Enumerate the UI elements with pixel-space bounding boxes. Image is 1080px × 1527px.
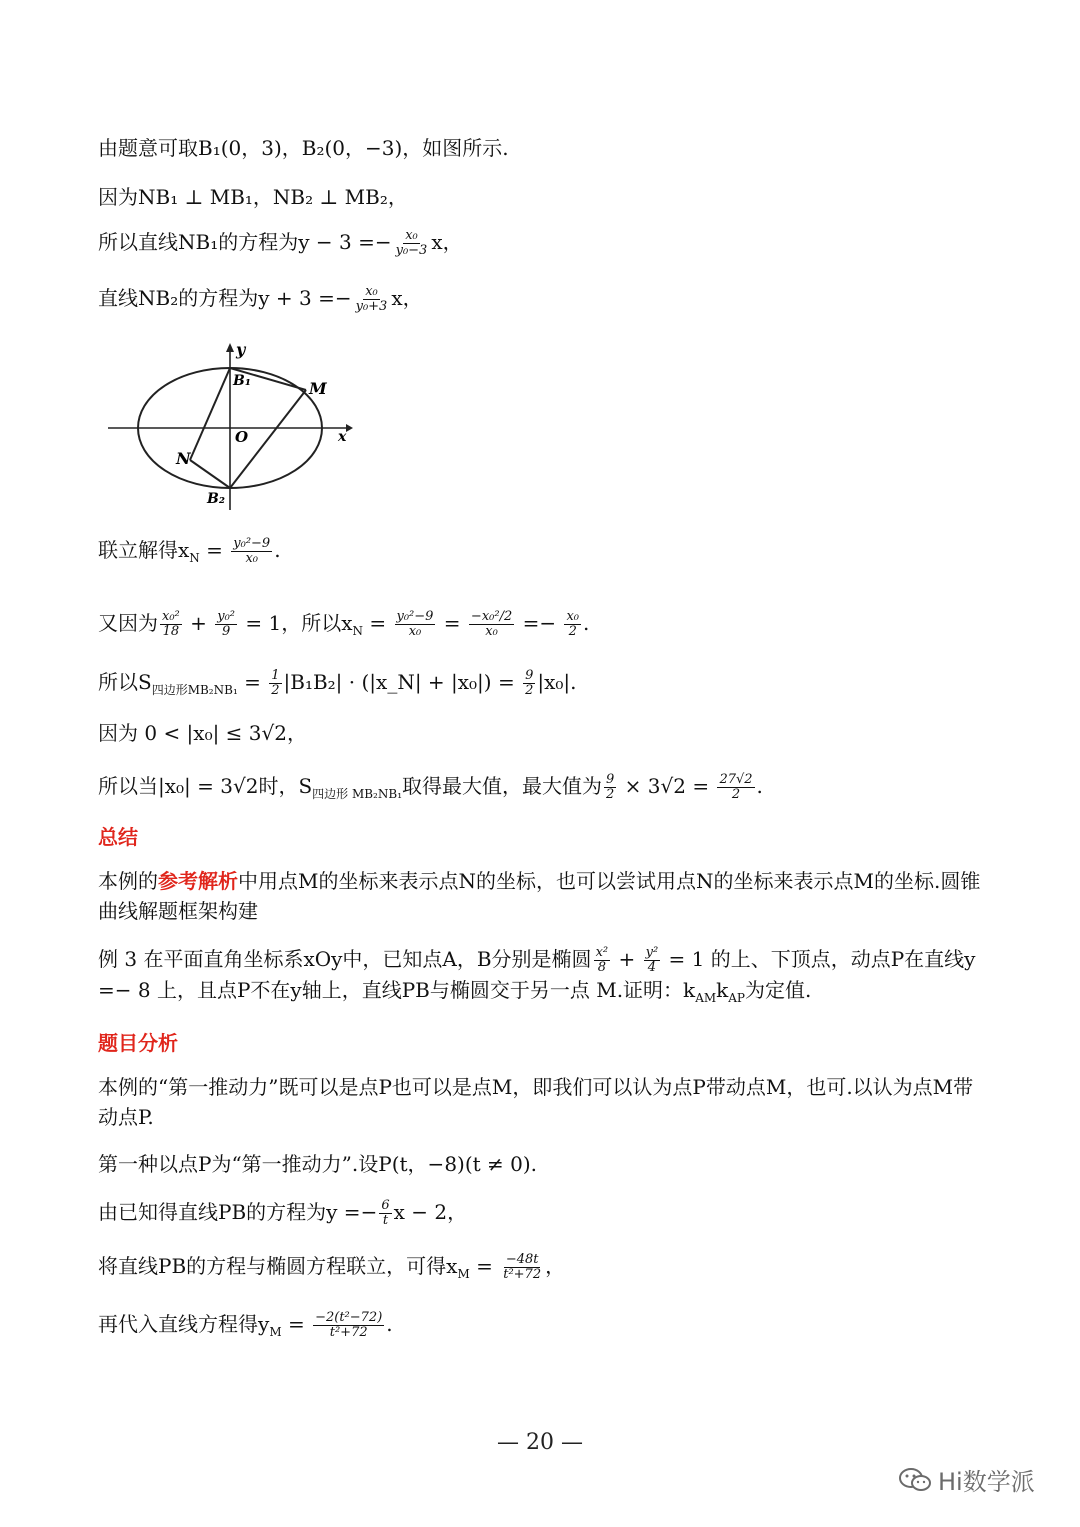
label-n: N xyxy=(176,449,191,468)
text-line-b-points xyxy=(98,134,509,162)
text-line-pb-equation xyxy=(98,1198,467,1228)
fraction xyxy=(354,285,390,314)
text: . xyxy=(386,1312,393,1336)
denominator: 2 xyxy=(606,787,615,802)
text: 所以当|x₀| = 3√2时，S xyxy=(98,774,313,798)
denominator: 8 xyxy=(597,960,606,975)
subscript: AM xyxy=(695,991,717,1005)
denominator: t²+72 xyxy=(503,1267,542,1282)
fraction xyxy=(717,773,754,802)
label-o: O xyxy=(235,428,249,446)
numerator: x₀ xyxy=(566,609,580,624)
denominator: y₀+3 xyxy=(355,299,388,314)
label-b1: B₁ xyxy=(233,373,251,389)
text: 本例的“第一推动力”既可以是点P也可以是点M，即我们可以认为点P带动点M，也可.以认为点M带动点P. xyxy=(98,1075,974,1129)
fraction xyxy=(395,610,436,639)
subscript: N xyxy=(352,624,364,638)
text: 中用点M的坐标来表示点N的坐标，也可以尝试用点N的坐标来表示点M的坐标.圆锥曲线解题框架构建 xyxy=(98,869,981,923)
text: + xyxy=(612,947,642,971)
text: x − 2， xyxy=(393,1200,468,1224)
denominator: 2 xyxy=(731,787,741,802)
text-line-xn-solution xyxy=(98,536,281,572)
page-number: — 20 — xyxy=(497,1430,583,1455)
denominator: 2 xyxy=(525,683,534,698)
numerator: y₀²−9 xyxy=(233,536,271,551)
segment-b1-n xyxy=(190,368,230,460)
label-m: M xyxy=(309,379,327,398)
text: 联立解得x xyxy=(98,538,190,562)
text-line-ellipse-substitution xyxy=(98,609,589,645)
fraction xyxy=(160,610,182,639)
text-line-nb2-equation xyxy=(98,284,423,314)
watermark-text: Hi数学派 xyxy=(938,1468,1035,1496)
numerator: −2(t²−72) xyxy=(315,1310,383,1325)
text: 所以S xyxy=(98,670,152,694)
text: =− xyxy=(516,611,563,635)
numerator: y² xyxy=(645,945,659,960)
numerator: 27√2 xyxy=(719,772,753,787)
text: k xyxy=(716,978,729,1002)
text-line-range xyxy=(98,719,307,747)
text: x， xyxy=(391,286,423,310)
label-x: x xyxy=(338,429,347,445)
text-line-nb1-equation xyxy=(98,228,463,258)
text-line-maximum xyxy=(98,772,763,808)
text: = xyxy=(437,611,467,635)
text: 第一种以点P为“第一推动力”.设P(t，−8)(t ≠ 0). xyxy=(98,1152,538,1176)
fraction xyxy=(604,773,616,802)
paragraph-summary xyxy=(98,866,988,926)
label-b2: B₂ xyxy=(207,491,225,507)
text: ， xyxy=(545,1254,566,1278)
text: |x₀|. xyxy=(537,670,577,694)
text: = 1，所以x xyxy=(239,611,353,635)
text: 所以直线NB₁的方程为y − 3 =− xyxy=(98,230,392,254)
denominator: 18 xyxy=(162,624,180,639)
paragraph-example-3 xyxy=(98,944,988,1013)
denominator: 9 xyxy=(222,624,231,639)
subscript: 四边形MB₂NB₁ xyxy=(151,683,238,697)
text: . xyxy=(274,538,281,562)
numerator: y₀²−9 xyxy=(396,609,434,624)
denominator: t²+72 xyxy=(329,1325,368,1340)
text-line-xm-solution xyxy=(98,1252,565,1288)
text: 取得最大值，最大值为 xyxy=(402,774,603,798)
fraction xyxy=(394,229,430,258)
numerator: 9 xyxy=(525,668,534,683)
text: = xyxy=(469,1254,500,1278)
watermark xyxy=(898,1462,1035,1497)
fraction xyxy=(313,1311,384,1340)
numerator: y₀² xyxy=(217,609,236,624)
subscript: AP xyxy=(728,991,746,1005)
numerator: x₀ xyxy=(365,284,378,299)
numerator: x₀ xyxy=(405,228,418,243)
text: 因为NB₁ ⊥ MB₁，NB₂ ⊥ MB₂， xyxy=(98,185,408,209)
text: × 3√2 = xyxy=(618,774,716,798)
text: 例 3 在平面直角坐标系xOy中，已知点A，B分别是椭圆 xyxy=(98,947,592,971)
text: 将直线PB的方程与椭圆方程联立，可得x xyxy=(98,1254,458,1278)
text: 因为 0 < |x₀| ≤ 3√2， xyxy=(98,721,307,745)
numerator: −48t xyxy=(505,1252,539,1267)
denominator: 2 xyxy=(568,624,577,639)
text: = xyxy=(237,670,268,694)
fraction xyxy=(379,1199,391,1228)
denominator: x₀ xyxy=(485,624,498,639)
text: 又因为 xyxy=(98,611,158,635)
text: 由题意可取B₁(0，3)，B₂(0，−3)，如图所示. xyxy=(98,136,509,160)
fraction xyxy=(269,669,281,698)
denominator: x₀ xyxy=(408,624,422,639)
text: 直线NB₂的方程为y + 3 =− xyxy=(98,286,352,310)
highlight-reference: 参考解析 xyxy=(158,869,238,893)
label-y: y xyxy=(236,340,246,359)
text: 由已知得直线PB的方程为y =− xyxy=(98,1200,378,1224)
text: . xyxy=(583,611,590,635)
fraction xyxy=(644,946,661,975)
fraction xyxy=(564,610,581,639)
text: x， xyxy=(431,230,463,254)
numerator: 9 xyxy=(606,772,615,787)
denominator: t xyxy=(382,1213,389,1228)
text: = 1 的上、下顶点，动点P在直线y =− 8 上，且点P不在y轴上，直线PB与椭圆交于另一点 M.证明：k xyxy=(98,947,976,1002)
fraction xyxy=(231,537,272,566)
denominator: x₀ xyxy=(245,551,258,566)
x-axis-arrow xyxy=(346,424,353,432)
denominator: 4 xyxy=(647,960,657,975)
text: = xyxy=(363,611,393,635)
text: = xyxy=(281,1312,312,1336)
numerator: 6 xyxy=(381,1198,390,1213)
numerator: −x₀²/2 xyxy=(470,609,513,624)
numerator: x² xyxy=(595,945,609,960)
text-line-area-formula xyxy=(98,668,577,704)
y-axis-arrow xyxy=(226,343,234,352)
subscript: N xyxy=(189,551,200,565)
ellipse-figure xyxy=(108,340,358,515)
fraction xyxy=(469,610,514,639)
text: 为定值. xyxy=(745,978,812,1002)
paragraph-analysis xyxy=(98,1072,988,1132)
text: 本例的 xyxy=(98,869,158,893)
text: 再代入直线方程得y xyxy=(98,1312,270,1336)
text: |B₁B₂| · (|x_N| + |x₀|) = xyxy=(283,670,522,694)
fraction xyxy=(501,1253,543,1282)
subscript: 四边形 MB₂NB₁ xyxy=(312,787,403,801)
fraction xyxy=(523,669,535,698)
wechat-icon xyxy=(898,1466,932,1494)
numerator: 1 xyxy=(271,668,280,683)
denominator: 2 xyxy=(271,683,280,698)
text-line-perpendicular xyxy=(98,183,408,211)
heading-analysis: 题目分析 xyxy=(98,1031,178,1055)
text-line-first-method xyxy=(98,1150,537,1178)
denominator: y₀−3 xyxy=(395,243,428,258)
subscript: M xyxy=(269,1325,282,1339)
text: . xyxy=(756,774,763,798)
numerator: x₀² xyxy=(162,609,180,624)
text: + xyxy=(183,611,214,635)
text-line-ym-solution xyxy=(98,1310,393,1346)
fraction xyxy=(215,610,237,639)
heading-summary: 总结 xyxy=(98,825,138,849)
fraction xyxy=(594,946,611,975)
subscript: M xyxy=(457,1267,470,1281)
text: = xyxy=(199,538,230,562)
